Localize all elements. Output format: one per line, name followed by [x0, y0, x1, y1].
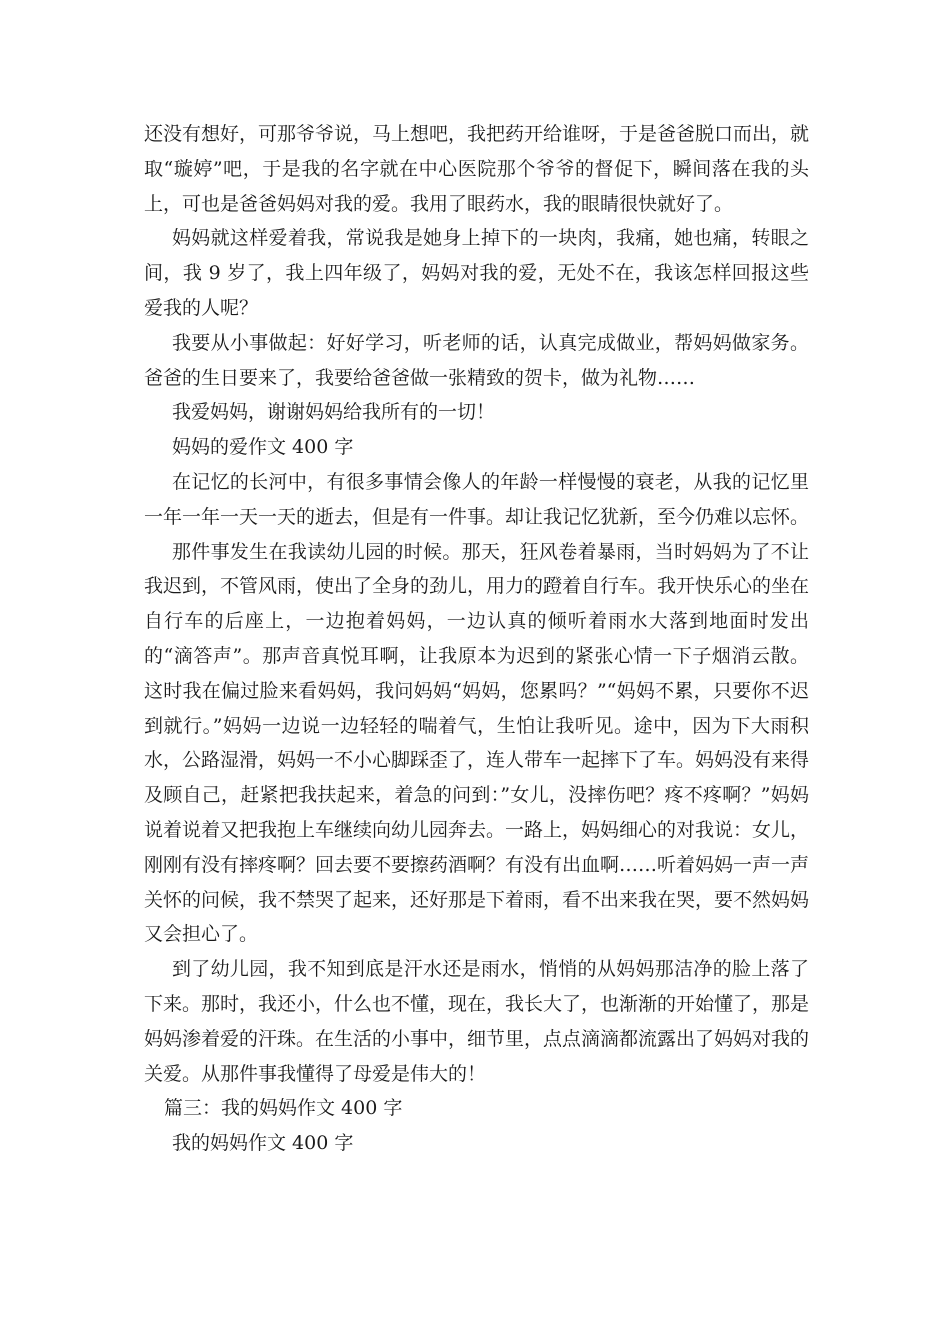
essay-title: 妈妈的爱作文 400 字 — [172, 436, 354, 459]
paragraph: 妈妈就这样爱着我，常说我是她身上掉下的一块肉，我痛，她也痛，转眼之间，我 9 岁了，我上四年级了，妈妈对我的爱，无处不在，我该怎样回报这些爱我的人呢？ — [144, 227, 809, 319]
paragraph: 到了幼儿园，我不知到底是汗水还是雨水，悄悄的从妈妈那洁净的脸上落了下来。那时，我还小，什么也不懂，现在，我长大了，也渐渐的开始懂了，那是妈妈渗着爱的汗珠。在生活的小事中，细节里，点点滴滴都流露出了妈妈对我的关爱。从那件事我懂得了母爱是伟大的！ — [144, 958, 810, 1085]
section-heading: 篇三：我的妈妈作文 400 字 — [164, 1097, 403, 1120]
paragraph: 在记忆的长河中，有很多事情会像人的年龄一样慢慢的衰老，从我的记忆里一年一年一天一天的逝去，但是有一件事。却让我记忆犹新，至今仍难以忘怀。 — [144, 470, 810, 528]
paragraph-continuation: 还没有想好，可那爷爷说，马上想吧，我把药开给谁呀，于是爸爸脱口而出，就取“璇婷”吧，于是我的名字就在中心医院那个爷爷的督促下，瞬间落在我的头上，可也是爸爸妈妈对我的爱。我用了眼药水，我的眼睛很快就好了。 — [144, 123, 810, 215]
essay-title: 我的妈妈作文 400 字 — [172, 1132, 354, 1155]
paragraph: 那件事发生在我读幼儿园的时候。那天，狂风卷着暴雨，当时妈妈为了不让我迟到，不管风雨，使出了全身的劲儿，用力的蹬着自行车。我开快乐心的坐在自行车的后座上，一边抱着妈妈，一边认真的倾听着雨水大落到地面时发出的“滴答声”。那声音真悦耳啊，让我原本为迟到的紧张心情一下子烟消云散。这时我在偏过脸来看妈妈，我问妈妈“妈妈，您累吗？”“妈妈不累，只要你不迟到就行。”妈妈一边说一边轻轻的喘着气，生怕让我听见。途中，因为下大雨积水，公路湿滑，妈妈一不小心脚踩歪了，连人带车一起摔下了车。妈妈没有来得及顾自己，赶紧把我扶起来，着急的问到：”女儿，没摔伤吧？疼不疼啊？”妈妈说着说着又把我抱上车继续向幼儿园奔去。一路上，妈妈细心的对我说：女儿，刚刚有没有摔疼啊？回去要不要擦药酒啊？有没有出血啊……听着妈妈一声一声关怀的问候，我不禁哭了起来，还好那是下着雨，看不出来我在哭，要不然妈妈又会担心了。 — [144, 540, 810, 946]
paragraph: 我要从小事做起：好好学习，听老师的话，认真完成做业，帮妈妈做家务。爸爸的生日要来了，我要给爸爸做一张精致的贺卡，做为礼物…… — [144, 331, 809, 389]
essay-body — [144, 117, 809, 1161]
paragraph: 我爱妈妈，谢谢妈妈给我所有的一切！ — [172, 401, 496, 424]
